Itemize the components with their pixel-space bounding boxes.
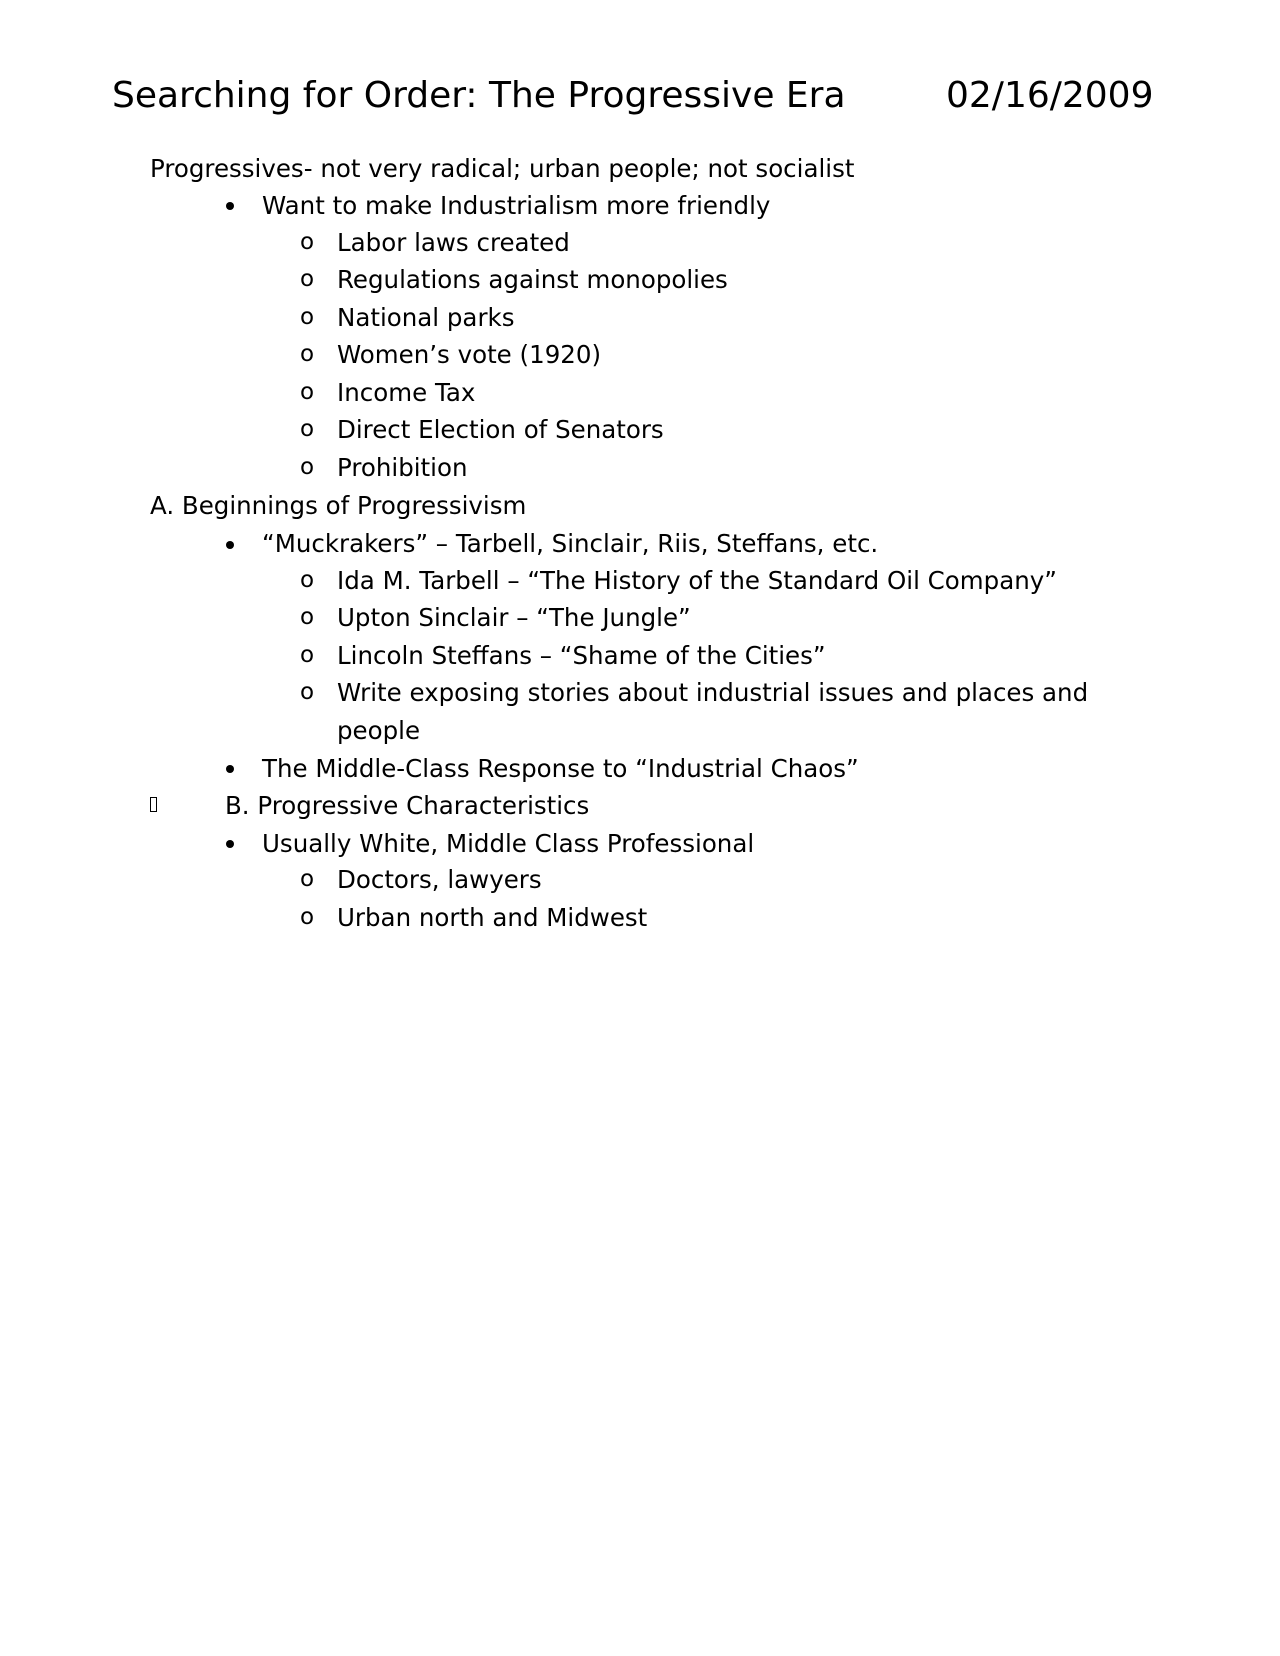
sub-item: Ida M. Tarbell – “The History of the Standard Oil Company” — [337, 566, 1057, 595]
sub-item: Income Tax — [337, 378, 476, 407]
sub-bullet-icon: o — [300, 266, 315, 292]
sub-item: Labor laws created — [337, 228, 570, 257]
intro-line: Progressives- not very radical; urban people; not socialist — [150, 154, 855, 183]
sub-item: Urban north and Midwest — [337, 903, 648, 932]
sub-bullet-icon: o — [300, 866, 315, 892]
sub-item: Direct Election of Senators — [337, 415, 664, 444]
sub-item: Upton Sinclair – “The Jungle” — [337, 603, 691, 632]
sub-item: Regulations against monopolies — [337, 265, 728, 294]
sub-item: Doctors, lawyers — [337, 865, 542, 894]
bullet-item: The Middle-Class Response to “Industrial Chaos” — [262, 754, 859, 783]
document-title: Searching for Order: The Progressive Era — [112, 75, 846, 116]
bullet-icon — [226, 541, 234, 549]
sub-item: Lincoln Steffans – “Shame of the Cities” — [337, 641, 826, 670]
bullet-item: “Muckrakers” – Tarbell, Sinclair, Riis, Steffans, etc. — [262, 529, 879, 558]
sub-bullet-icon: o — [300, 229, 315, 255]
section-a-heading: A. Beginnings of Progressivism — [150, 491, 527, 520]
sub-item-continuation: people — [337, 716, 421, 745]
sub-bullet-icon: o — [300, 679, 315, 705]
sub-item: Write exposing stories about industrial issues and places and — [337, 678, 1089, 707]
sub-bullet-icon: o — [300, 904, 315, 930]
sub-bullet-icon: o — [300, 604, 315, 630]
sub-bullet-icon: o — [300, 642, 315, 668]
sub-item: Women’s vote (1920) — [337, 340, 602, 369]
sub-item: National parks — [337, 303, 515, 332]
bullet-item: Want to make Industrialism more friendly — [262, 191, 771, 220]
bullet-item: Usually White, Middle Class Professional — [262, 829, 755, 858]
section-b-heading: B. Progressive Characteristics — [225, 791, 590, 820]
missing-glyph-icon — [150, 797, 157, 812]
bullet-icon — [226, 765, 234, 773]
bullet-icon — [226, 202, 234, 210]
sub-bullet-icon: o — [300, 416, 315, 442]
sub-bullet-icon: o — [300, 341, 315, 367]
bullet-icon — [226, 840, 234, 848]
sub-bullet-icon: o — [300, 379, 315, 405]
sub-bullet-icon: o — [300, 304, 315, 330]
sub-bullet-icon: o — [300, 454, 315, 480]
sub-item: Prohibition — [337, 453, 468, 482]
document-date: 02/16/2009 — [946, 75, 1154, 116]
sub-bullet-icon: o — [300, 567, 315, 593]
